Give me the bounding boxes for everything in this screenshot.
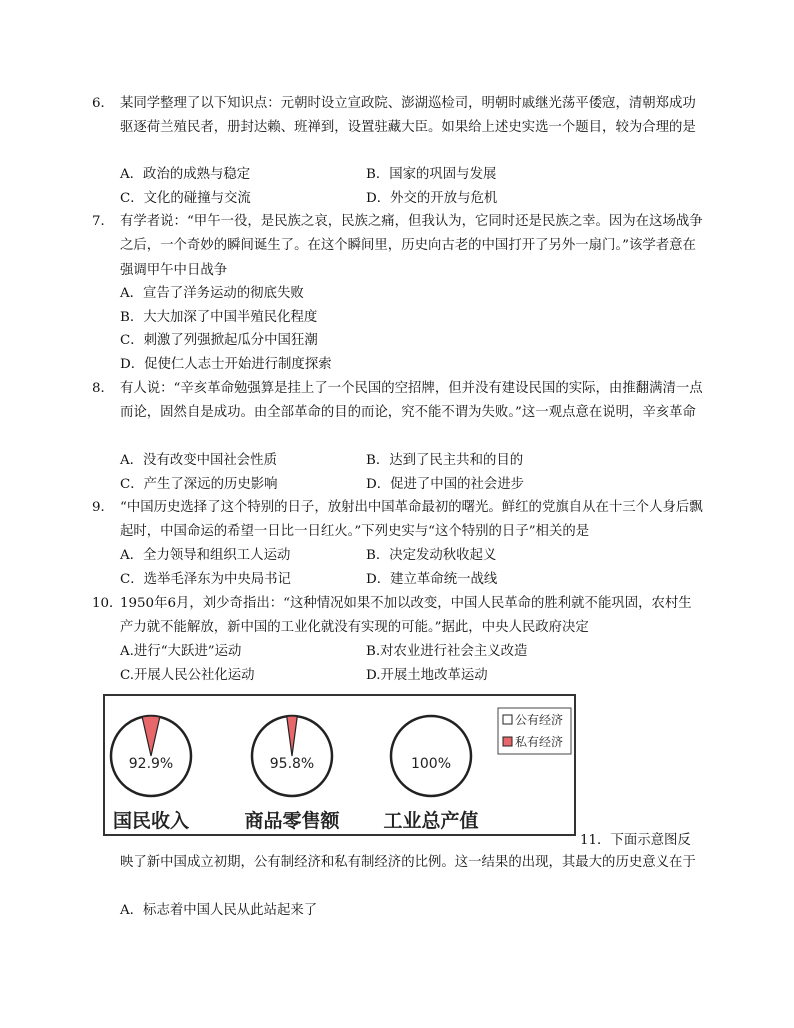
option-c[interactable]: C．文化的碰撞与交流 — [120, 190, 251, 206]
question-6 — [92, 92, 704, 141]
question-10 — [92, 592, 704, 641]
option-a[interactable]: A．宣告了洋务运动的彻底失败 — [120, 286, 304, 301]
option-c[interactable]: C．选举毛泽东为中央局书记 — [120, 571, 291, 587]
option-b[interactable]: B.对农业进行社会主义改造 — [366, 644, 528, 659]
pie-category-label: 工业总产值 — [383, 810, 479, 832]
question-number: 7． — [92, 214, 114, 229]
question-number: 8． — [92, 381, 114, 396]
pie-percent-label: 100% — [410, 756, 452, 772]
question-7 — [92, 210, 704, 283]
options-8 — [120, 449, 704, 496]
question-stem: “中国历史选择了这个特别的日子，放射出中国革命最初的曙光。鲜红的党旗自从在十三个人身后飘起时，中国命运的希望一日比一日红火。”下列史实与“这个特别的日子”相关的是 — [120, 500, 703, 540]
question-8 — [92, 377, 704, 426]
options-10 — [120, 640, 704, 687]
question-9 — [92, 496, 704, 545]
option-a[interactable]: A.进行“大跃进”运动 — [120, 644, 242, 659]
option-d[interactable]: D．促进了中国的社会进步 — [366, 476, 525, 492]
option-c[interactable]: C．刺激了列强掀起瓜分中国狂潮 — [120, 333, 318, 349]
legend-swatch-private — [503, 737, 512, 746]
question-stem-start: 下面示意图反 — [610, 833, 691, 848]
question-stem: 某同学整理了以下知识点：元朝时设立宣政院、澎湖巡检司，明朝时戚继光荡平倭寇，清朝郑成功驱逐荷兰殖民者，册封达赖、班禅到，设置驻藏大臣。如果给上述史实选一个题目，较为合理的是 — [120, 96, 696, 136]
options-9 — [120, 544, 704, 591]
question-number: 6． — [92, 96, 114, 111]
option-d[interactable]: D．外交的开放与危机 — [366, 190, 498, 206]
legend-label-public: 公有经济 — [515, 713, 564, 727]
options-6 — [120, 163, 704, 210]
option-b[interactable]: B．达到了民主共和的目的 — [366, 453, 524, 468]
option-b[interactable]: B．国家的巩固与发展 — [366, 167, 497, 182]
question-11-intro — [580, 829, 691, 853]
option-c[interactable]: C．产生了深远的历史影响 — [120, 476, 278, 492]
pie-percent-label: 92.9% — [128, 756, 174, 772]
question-11-stem: 映了新中国成立初期，公有制经济和私有制经济的比例。这一结果的出现，其最大的历史意义在于 — [120, 855, 696, 870]
pie-category-label: 商品零售额 — [244, 810, 340, 832]
option-b[interactable]: B．大大加深了中国半殖民化程度 — [120, 309, 318, 325]
question-number: 9． — [92, 500, 114, 515]
option-a[interactable]: A．全力领导和组织工人运动 — [120, 548, 291, 563]
pie-chart-svg — [105, 696, 574, 834]
question-stem: 有人说：“辛亥革命勉强算是挂上了一个民国的空招牌，但并没有建设民国的实际，由推翻满清一点而论，固然自是成功。由全部革命的目的而论，究不能不谓为失败。”这一观点意在说明，辛亥革命 — [120, 381, 703, 421]
option-d[interactable]: D．建立革命统一战线 — [366, 571, 498, 587]
question-stem: 有学者说：“甲午一役，是民族之哀，民族之痛，但我认为，它同时还是民族之幸。因为在这场战争之后，一个奇妙的瞬间诞生了。在这个瞬间里，历史向古老的中国打开了另外一扇门。”该学者意在强调甲午中日战争 — [120, 214, 703, 278]
legend-label-private: 私有经济 — [515, 735, 564, 749]
question-number: 10． — [92, 596, 123, 611]
option-d[interactable]: D．促使仁人志士开始进行制度探索 — [120, 356, 332, 372]
option-a[interactable]: A．没有改变中国社会性质 — [120, 453, 277, 468]
legend-swatch-public — [503, 715, 512, 724]
pie-category-label: 国民收入 — [112, 810, 190, 832]
question-stem: 1950年6月，刘少奇指出：“这种情况如果不加以改变，中国人民革命的胜利就不能巩固，农村生产力就不能解放，新中国的工业化就没有实现的可能。”据此，中央人民政府决定 — [120, 596, 692, 636]
question-number: 11． — [580, 833, 611, 848]
option-d[interactable]: D.开展土地改革运动 — [366, 667, 488, 683]
economy-pie-chart-figure — [103, 694, 576, 836]
option-c[interactable]: C.开展人民公社化运动 — [120, 667, 255, 683]
option-a[interactable]: A．政治的成熟与稳定 — [120, 167, 251, 182]
pie-percent-label: 95.8% — [269, 756, 315, 772]
option-b[interactable]: B．决定发动秋收起义 — [366, 548, 497, 563]
options-7 — [120, 282, 704, 376]
option-a[interactable]: A．标志着中国人民从此站起来了 — [120, 903, 318, 918]
